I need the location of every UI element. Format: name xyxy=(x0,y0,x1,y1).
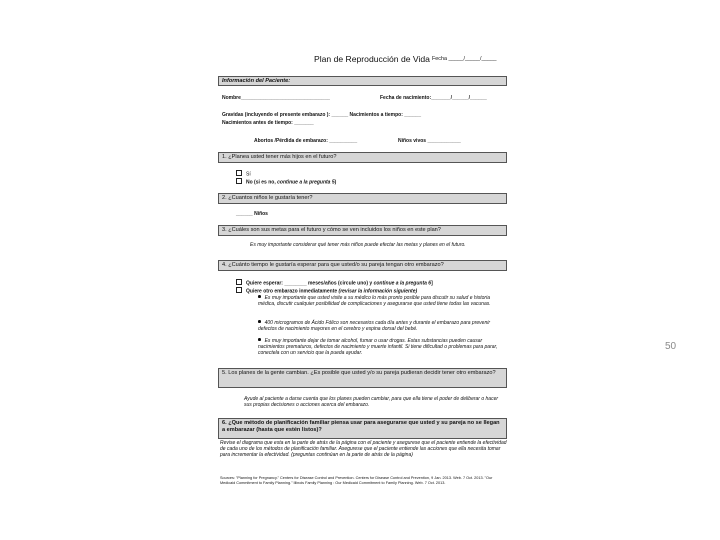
q4-bullet-2: 400 microgramos de Ácido Fólico son necesarios cada día antes y durante el embarazo para prevenir defectos de nacimiento mayores en el cerebro y espina dorsal del bebé. xyxy=(258,320,490,333)
patient-name-field: Nombre________________________________ xyxy=(222,95,330,101)
q4-option-wait: Quiere esperar: ________ meses/años (circule uno) y continue a la pregunta 6] xyxy=(236,279,433,287)
document-title: Plan de Reproducción de Vida xyxy=(314,54,430,64)
bullet-icon xyxy=(258,320,261,323)
q5-note: Ayude al paciente a darse cuenta que los planes pueden cambiar, para que ella tiene el poder de deliberar o hacer sus propias decisiones o acciones acerca del embarazo. xyxy=(244,396,499,409)
ninos-vivos-field: Niños vivos ____________ xyxy=(398,138,461,144)
question-3-header: 3. ¿Cuáles son sus metas para el futuro y cómo se ven incluidos los niños en este plan? xyxy=(218,225,507,236)
bullet-icon xyxy=(258,338,261,341)
q4-bullet-3: Es muy importante dejar de tomar alcohol, fumar o usar drogas. Estas substancias pueden causar nacimientos prematuros, defectos de nacimiento y muerte infantil. Si tiene dificultad o problemas para parar, conectela con un servicio que la pueda ayudar. xyxy=(258,338,498,357)
question-1-header: 1. ¿Planea usted tener más hijos en el futuro? xyxy=(218,152,507,163)
question-6-header: 6. ¿Que método de planificación familiar piensa usar para asegurarse que usted y su pareja no se llegan a embarazar (hasta que estén listos)? xyxy=(218,418,507,439)
q1-option-si: Sí xyxy=(236,170,251,178)
checkbox-icon xyxy=(236,279,242,285)
question-5-header: 5. Los planes de la gente cambian. ¿Es posible que usted y/o su pareja pudieran decidir tener otro embarazo? xyxy=(218,368,507,388)
document-header xyxy=(214,54,514,68)
abortos-field: Abortos /Pérdida de embarazo: __________ xyxy=(254,138,358,144)
q4-option-immediate: Quiere otro embarazo inmediatamente (revisar la información siguiente) xyxy=(236,287,417,295)
birthdate-field: Fecha de nacimiento:_______/______/______ xyxy=(380,95,487,101)
question-4-header: 4. ¿Cuánto tiempo le gustaría esperar para que usted/o su pareja tengan otro embarazo? xyxy=(218,260,507,271)
date-field: Fecha _____/_____/_____ xyxy=(432,56,497,62)
document-page xyxy=(214,44,514,494)
preterm-births-field: Nacimientos antes de tiempo: _______ xyxy=(222,120,314,126)
sources-footnote: Sources: "Planning for Pregnancy." Centers for Disease Control and Prevention. Centers for Disease Control and Prevention, 9 Jan. 2013. Web. 7 Oct. 2013. "Our Medicaid Commitment to Family Planning." Illinois Family Planning : Our Medicaid Commitment to Family Planning. Web. 7 Oct. 2013. xyxy=(220,476,493,485)
q1-option-no: No (si es no, continue a la pregunta 5) xyxy=(236,178,336,186)
checkbox-icon xyxy=(236,170,242,176)
q2-answer: ______ Niños xyxy=(236,211,268,217)
checkbox-icon xyxy=(236,287,242,293)
gravidas-field: Gravidas (incluyendo el presente embarazo ): ______ Nacimientos a tiempo: ______ xyxy=(222,112,421,118)
checkbox-icon xyxy=(236,178,242,184)
q4-bullet-1: Es muy importante que usted visite a su médico lo más pronto posible para discutir su salud e historia médica, discutir cualquier posibilidad de complicaciones y asegurarse que usted tiene todas las vacunas. xyxy=(258,295,491,308)
bullet-icon xyxy=(258,295,261,298)
q3-note: Es muy importante considerar qué tener más niños puede efectar las metas y planes en el futuro. xyxy=(250,242,466,248)
patient-info-header: Información del Paciente: xyxy=(218,76,507,86)
slide-page-number: 50 xyxy=(665,341,677,352)
question-2-header: 2. ¿Cuantos niños le gustaría tener? xyxy=(218,193,507,204)
q6-note: Revise el diagrama que esta en la parte de atrás de la página con el paciente y asegurese que el paciente entiende la efectividad de cada uno de los métodos de planificación familiar. Asegurese que el paciente entiende las acciones que ella necesita tomar para incrementar la efectividad. (preguntas continúan en la parte de atrás de la página) xyxy=(220,440,507,459)
